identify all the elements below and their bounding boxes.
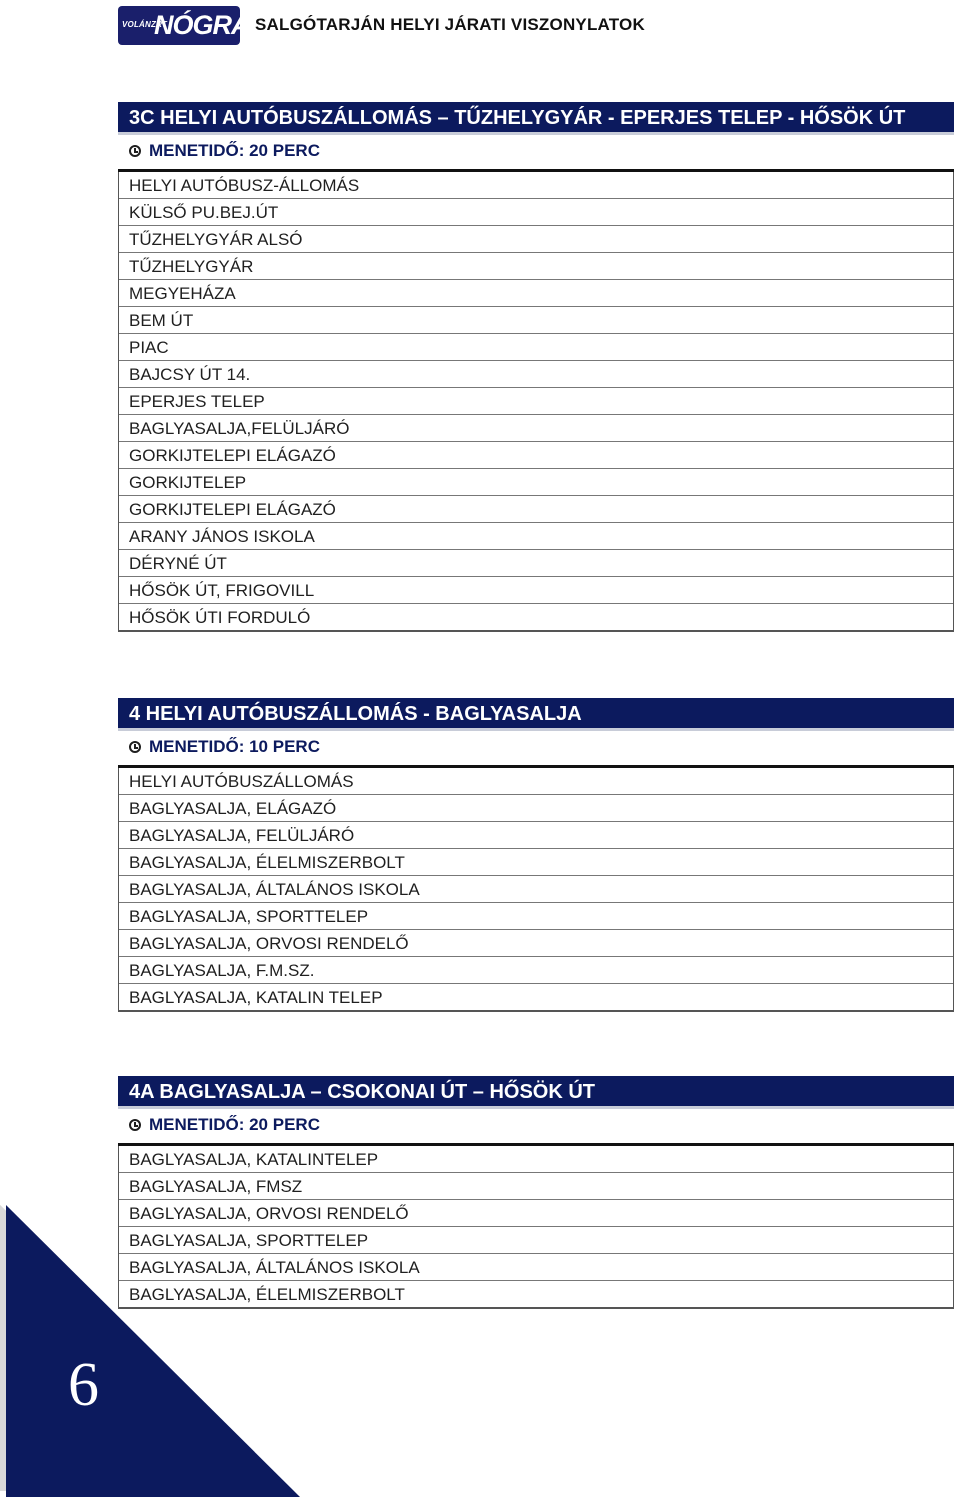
stop-row: HŐSÖK ÚT, FRIGOVILL	[119, 577, 953, 604]
stop-row: BAGLYASALJA, ÉLELMISZERBOLT	[119, 1281, 953, 1309]
stop-row: BAGLYASALJA, ELÁGAZÓ	[119, 795, 953, 822]
stop-row: BAGLYASALJA, F.M.SZ.	[119, 957, 953, 984]
stop-row: BAGLYASALJA, KATALIN TELEP	[119, 984, 953, 1012]
stop-list	[118, 768, 954, 1012]
stop-list	[118, 172, 954, 632]
stop-row: BAGLYASALJA, ÉLELMISZERBOLT	[119, 849, 953, 876]
page-corner-triangle	[0, 1205, 300, 1497]
stop-row: EPERJES TELEP	[119, 388, 953, 415]
logo-small-text: VOLÁNZRT	[122, 20, 168, 29]
route-duration	[118, 135, 954, 172]
stop-row: TŰZHELYGYÁR	[119, 253, 953, 280]
stop-row: TŰZHELYGYÁR ALSÓ	[119, 226, 953, 253]
route-title: 3C HELYI AUTÓBUSZÁLLOMÁS – TŰZHELYGYÁR - EPERJES TELEP - HŐSÖK ÚT	[118, 102, 954, 135]
stop-row: BAGLYASALJA, SPORTTELEP	[119, 1227, 953, 1254]
stop-row: BAGLYASALJA, KATALINTELEP	[119, 1146, 953, 1173]
route-title: 4 HELYI AUTÓBUSZÁLLOMÁS - BAGLYASALJA	[118, 698, 954, 731]
stop-row: GORKIJTELEP	[119, 469, 953, 496]
route-section-3c	[118, 102, 954, 632]
clock-icon	[129, 741, 141, 753]
stop-row: BAGLYASALJA, SPORTTELEP	[119, 903, 953, 930]
stop-row: BAGLYASALJA, ÁLTALÁNOS ISKOLA	[119, 876, 953, 903]
duration-text: MENETIDŐ: 10 PERC	[149, 737, 320, 756]
document-title: SALGÓTARJÁN HELYI JÁRATI VISZONYLATOK	[255, 15, 645, 34]
route-duration	[118, 731, 954, 768]
clock-icon	[129, 1119, 141, 1131]
page-header	[0, 0, 960, 52]
stop-row: BAGLYASALJA,FELÜLJÁRÓ	[119, 415, 953, 442]
stop-row: BAGLYASALJA, ORVOSI RENDELŐ	[119, 1200, 953, 1227]
clock-icon	[129, 145, 141, 157]
stop-row: BAJCSY ÚT 14.	[119, 361, 953, 388]
duration-text: MENETIDŐ: 20 PERC	[149, 141, 320, 160]
stop-row: BEM ÚT	[119, 307, 953, 334]
stop-row: HELYI AUTÓBUSZÁLLOMÁS	[119, 768, 953, 795]
stop-row: BAGLYASALJA, ORVOSI RENDELŐ	[119, 930, 953, 957]
stop-row: MEGYEHÁZA	[119, 280, 953, 307]
route-title: 4A BAGLYASALJA – CSOKONAI ÚT – HŐSÖK ÚT	[118, 1076, 954, 1109]
stop-row: GORKIJTELEPI ELÁGAZÓ	[119, 442, 953, 469]
stop-row: BAGLYASALJA, FELÜLJÁRÓ	[119, 822, 953, 849]
stop-row: HŐSÖK ÚTI FORDULÓ	[119, 604, 953, 632]
stop-row: KÜLSŐ PU.BEJ.ÚT	[119, 199, 953, 226]
stop-row: BAGLYASALJA, FMSZ	[119, 1173, 953, 1200]
stop-row: DÉRYNÉ ÚT	[119, 550, 953, 577]
route-duration	[118, 1109, 954, 1146]
volan-nograd-logo	[118, 6, 268, 45]
page-number: 6	[68, 1351, 99, 1419]
logo-main-text: NÓGRÁD	[154, 10, 268, 40]
stop-row: ARANY JÁNOS ISKOLA	[119, 523, 953, 550]
duration-text: MENETIDŐ: 20 PERC	[149, 1115, 320, 1134]
stop-row: GORKIJTELEPI ELÁGAZÓ	[119, 496, 953, 523]
stop-row: BAGLYASALJA, ÁLTALÁNOS ISKOLA	[119, 1254, 953, 1281]
stop-row: HELYI AUTÓBUSZ-ÁLLOMÁS	[119, 172, 953, 199]
stop-row: PIAC	[119, 334, 953, 361]
route-section-4	[118, 698, 954, 1012]
